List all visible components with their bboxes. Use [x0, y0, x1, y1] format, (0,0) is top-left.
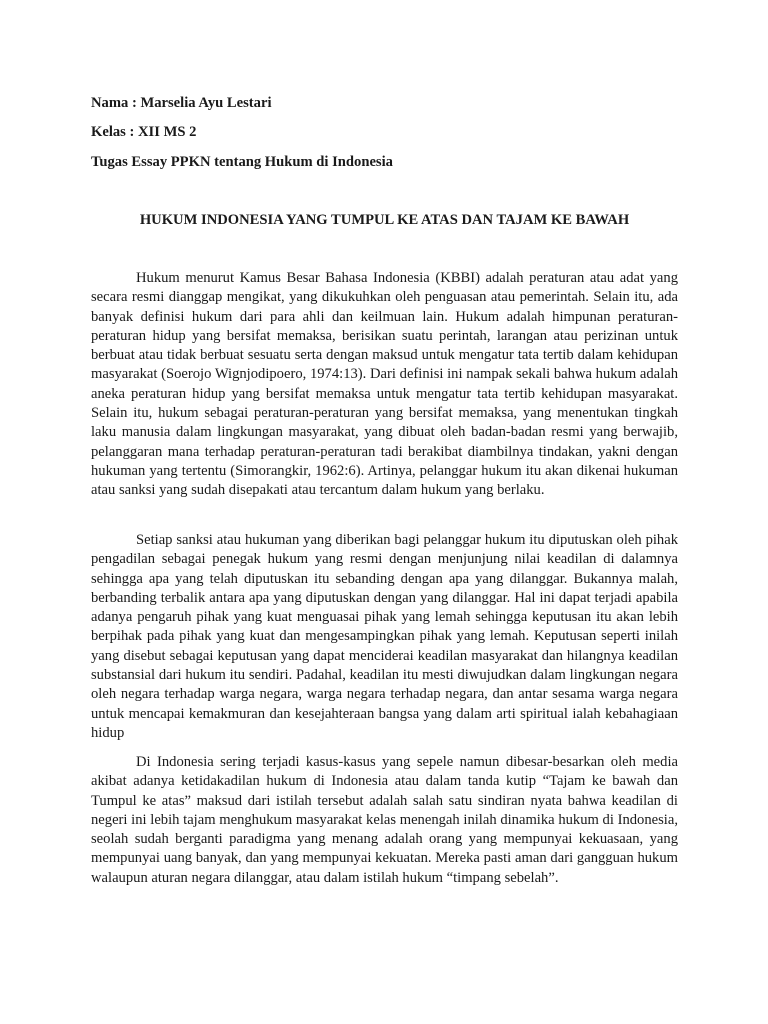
paragraph-1: Hukum menurut Kamus Besar Bahasa Indonesia (KBBI) adalah peraturan atau adat yang secara resmi dianggap mengikat, yang dikukuhkan oleh penguasan atau pemerintah. Selain itu, ada banyak definisi hukum dari para ahli dan keilmuan lain. Hukum adalah himpunan peraturan-peraturan hidup yang bersifat memaksa, berisikan suatu perintah, larangan atau perizinan untuk berbuat atau tidak berbuat sesuatu serta dengan maksud untuk mengatur tata tertib dalam kehidupan masyarakat (Soerojo Wignjodipoero, 1974:13). Dari definisi ini nampak sekali bahwa hukum adalah aneka peraturan hidup yang bersifat memaksa untuk mengatur tata tertib kehidupan masyarakat. Selain itu, hukum sebagai peraturan-peraturan yang bersifat memaksa, yang menentukan tingkah laku manusia dalam lingkungan masyarakat, yang dibuat oleh badan-badan resmi yang berwajib, pelanggaran mana terhadap peraturan-peraturan tadi berakibat diambilnya tindakan, yakni dengan hukuman yang tertentu (Simorangkir, 1962:6). Artinya, pelanggar hukum itu akan dikenai hukuman atau sanksi yang sudah disepakati atau tercantum dalam hukum yang berlaku.	[91, 270, 678, 499]
essay-title: HUKUM INDONESIA YANG TUMPUL KE ATAS DAN TAJAM KE BAWAH	[139, 212, 630, 228]
paragraph-3: Di Indonesia sering terjadi kasus-kasus yang sepele namun dibesar-besarkan oleh media akibat adanya ketidakadilan hukum di Indonesia atau dalam tanda kutip “Tajam ke bawah dan Tumpul ke atas” maksud dari istilah tersebut adalah salah satu sindiran nyata bahwa keadilan di negeri ini lebih tajam menghukum masyarakat kelas menengah inilah dinamika hukum di Indonesia, seolah sudah berganti paradigma yang menang adalah orang yang mempunyai kekuasaan, yang mempunyai uang banyak, dan yang mempunyai kekuatan. Mereka pasti aman dari gangguan hukum walaupun aturan negara dilanggar, atau dalam istilah hukum “timpang sebelah”.	[91, 754, 678, 886]
student-class: Kelas : XII MS 2	[91, 124, 197, 140]
paragraph-2: Setiap sanksi atau hukuman yang diberikan bagi pelanggar hukum itu diputuskan oleh pihak pengadilan sebagai penegak hukum yang resmi dengan menjunjung nilai keadilan di dalamnya sehingga apa yang telah diputuskan itu sebanding dengan apa yang dilanggar. Bukannya malah, berbanding terbalik antara apa yang diputuskan dengan yang dilanggar. Hal ini dapat terjadi apabila adanya pengaruh pihak yang kuat menguasai pihak yang lemah sehingga keputusan itu akan lebih berpihak pada pihak yang kuat dan mengesampingkan pihak yang lemah. Keputusan seperti inilah yang disebut sebagai keputusan yang dapat menciderai keadilan masyarakat dan hilangnya keadilan substansial dari hukum itu sendiri. Padahal, keadilan itu mesti diwujudkan dalam lingkungan negara oleh negara terhadap warga negara, warga negara terhadap negara, dan antar sesama warga negara untuk mencapai kemakmuran dan kesejahteraan bangsa yang dalam arti spiritual ialah kebahagiaan hidup	[91, 532, 678, 741]
assignment-title: Tugas Essay PPKN tentang Hukum di Indonesia	[91, 154, 393, 170]
student-name: Nama : Marselia Ayu Lestari	[91, 95, 272, 111]
